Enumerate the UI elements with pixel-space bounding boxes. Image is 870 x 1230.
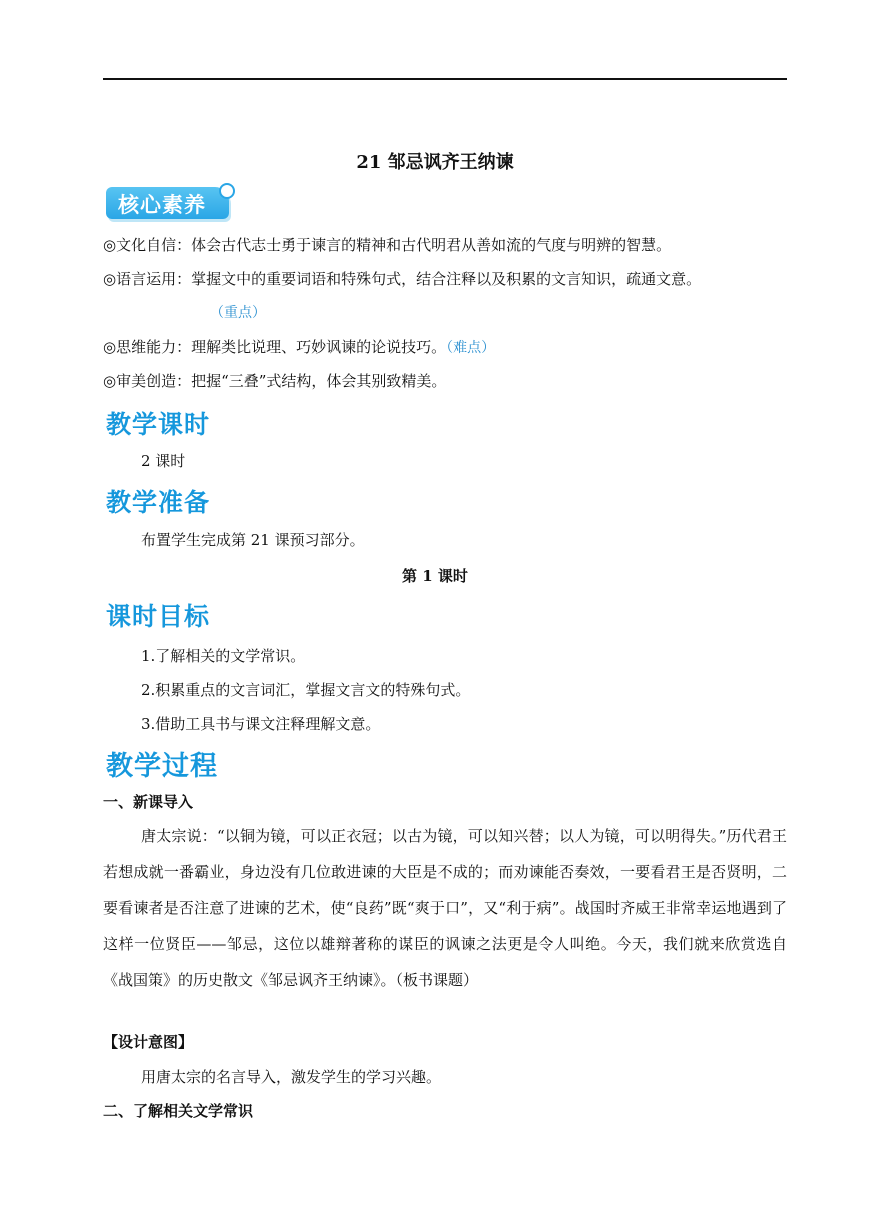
prep-text: 布置学生完成第 21 课预习部分。	[141, 531, 365, 549]
core-item-language-note: （重点）	[210, 305, 266, 321]
design-intent-text: 用唐太宗的名言导入，激发学生的学习兴趣。	[141, 1068, 442, 1086]
core-item-language: ◎语言运用：掌握文中的重要词语和特殊句式，结合注释以及积累的文言知识，疏通文意。	[103, 270, 702, 288]
hours-heading: 教学课时	[106, 410, 211, 439]
badge-label: 核心素养	[118, 193, 206, 217]
core-item-aesthetic: ◎审美创造：把握“三叠”式结构，体会其别致精美。	[103, 372, 447, 390]
header-rule	[103, 78, 787, 80]
lesson-title: 21 邹忌讽齐王纳谏	[356, 152, 514, 173]
step2-title: 二、了解相关文学常识	[103, 1102, 254, 1120]
core-item-thinking-text: ◎思维能力：理解类比说理、巧妙讽谏的论说技巧。	[103, 338, 447, 356]
period-label: 第 1 课时	[402, 567, 468, 585]
core-literacy-badge	[106, 187, 229, 219]
step1-title: 一、新课导入	[103, 793, 194, 811]
intro-paragraph: 唐太宗说：“以铜为镜，可以正衣冠；以古为镜，可以知兴替；以人为镜，可以明得失。”历代君王若想成就一番霸业，身边没有几位敢进谏的大臣是不成的；而劝谏能否奏效，一要看君王是否贤明，二要看谏者是否注意了进谏的艺术，使“良药”既“爽于口”，又“利于病”。战国时齐威王非常幸运地遇到了这样一位贤臣——邹忌，这位以雄辩著称的谋臣的讽谏之法更是令人叫绝。今天，我们就来欣赏选自《战国策》的历史散文《邹忌讽齐王纳谏》。（板书课题）	[103, 827, 787, 989]
badge-dot-icon	[219, 183, 235, 199]
goal-item: 1.了解相关的文学常识。	[141, 647, 306, 665]
prep-heading: 教学准备	[106, 488, 211, 517]
core-item-thinking-note: （难点）	[446, 340, 496, 356]
hours-text: 2 课时	[141, 452, 186, 470]
goals-heading: 课时目标	[106, 602, 211, 631]
process-heading: 教学过程	[106, 751, 218, 782]
goal-item: 2.积累重点的文言词汇，掌握文言文的特殊句式。	[141, 681, 471, 699]
core-item-thinking	[103, 336, 495, 357]
goal-item: 3.借助工具书与课文注释理解文意。	[141, 715, 381, 733]
design-intent-title: 【设计意图】	[103, 1033, 194, 1051]
core-item-culture: ◎文化自信：体会古代志士勇于谏言的精神和古代明君从善如流的气度与明辨的智慧。	[103, 236, 672, 254]
